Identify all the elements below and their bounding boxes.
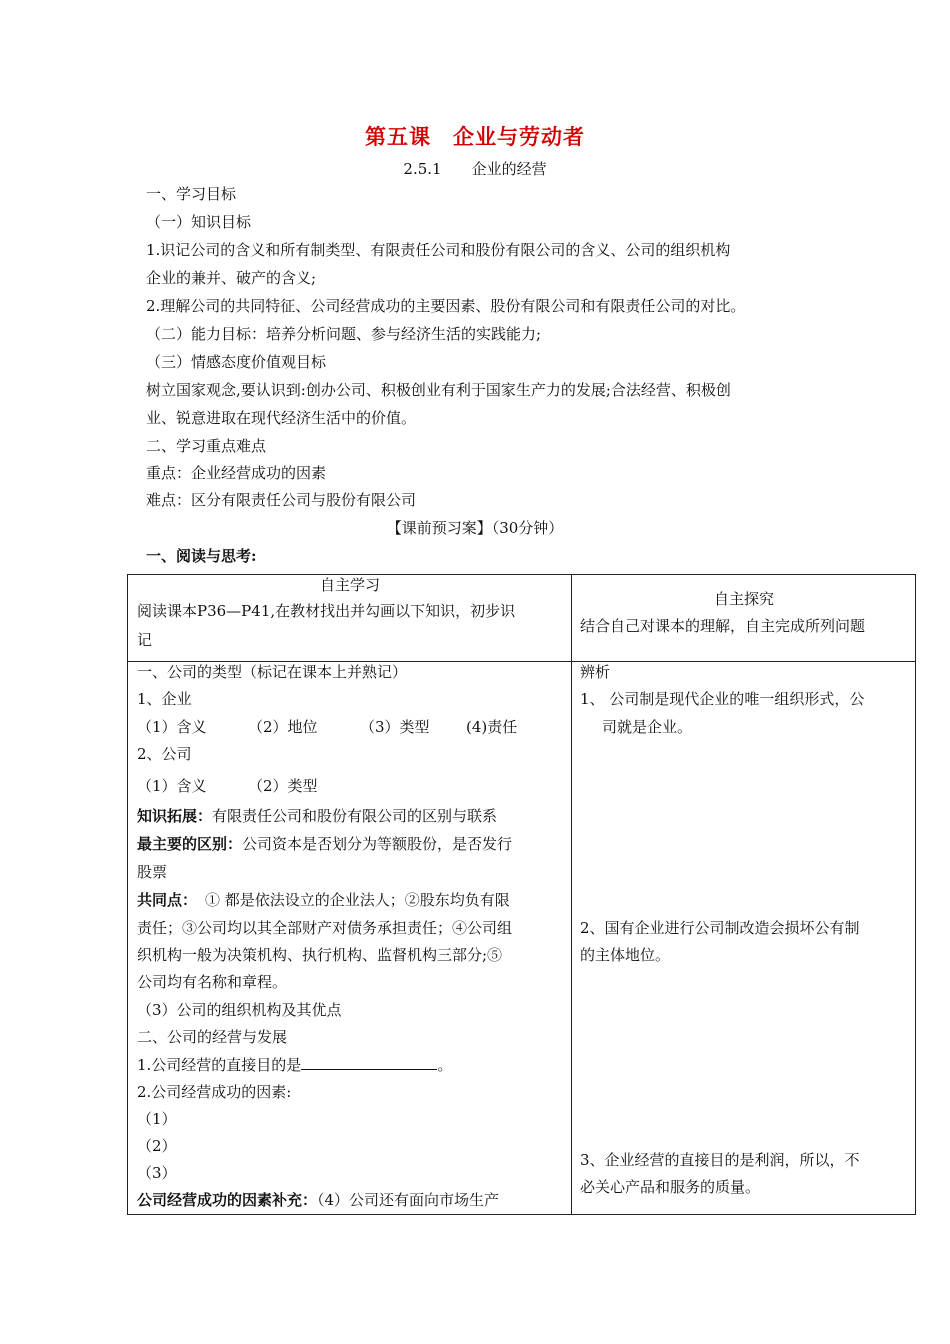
left-line: 2.公司经营成功的因素: [137, 1083, 292, 1101]
section-subtitle: 2.5.1 企业的经营 [403, 160, 547, 178]
right-line: 辨析 [580, 663, 611, 681]
intro-line: 一、学习目标 [146, 185, 237, 203]
common-label: 共同点： [137, 891, 198, 909]
right-line: 司就是企业。 [602, 718, 693, 736]
left-line: （3） [137, 1164, 177, 1182]
supp-label: 公司经营成功的因素补充： [137, 1191, 318, 1209]
left-line: （2） [137, 1137, 177, 1155]
left-line [137, 1190, 499, 1210]
left-line: 公司均有名称和章程。 [137, 973, 288, 991]
right-header-cell [572, 575, 916, 662]
left-line: （1） [137, 1110, 177, 1128]
left-line: (4)责任 [466, 718, 518, 736]
left-line: （1）含义 [137, 718, 207, 736]
diff-text: 公司资本是否划分为等额股份，是否发行 [242, 835, 513, 853]
ext-text: 有限责任公司和股份有限公司的区别与联系 [212, 807, 498, 825]
right-line: 2、国有企业进行公司制改造会损坏公有制 [580, 919, 860, 937]
left-line: （3）公司的组织机构及其优点 [137, 1001, 342, 1019]
intro-line: 难点：区分有限责任公司与股份有限公司 [146, 491, 417, 509]
left-line [137, 1055, 452, 1075]
answer-blank [301, 1055, 437, 1070]
right-line: 必关心产品和服务的质量。 [580, 1178, 761, 1196]
left-header-line: 阅读课本P36—P41,在教材找出并勾画以下知识，初步识 [137, 602, 516, 620]
left-line [137, 834, 512, 854]
intro-line: 1.识记公司的含义和所有制类型、有限责任公司和股份有限公司的含义、公司的组织机构 [146, 241, 731, 259]
intro-line: （一）知识目标 [146, 213, 252, 231]
left-line: （3）类型 [360, 718, 430, 736]
left-line: 二、公司的经营与发展 [137, 1028, 288, 1046]
left-line: （1）含义 [137, 777, 207, 795]
right-header-title: 自主探究 [713, 590, 774, 608]
intro-line: 树立国家观念,要认识到:创办公司、积极创业有利于国家生产力的发展;合法经营、积极创 [146, 381, 731, 399]
right-line: 3、企业经营的直接目的是利润，所以，不 [580, 1151, 860, 1169]
right-header-line: 结合自己对课本的理解，自主完成所列问题 [580, 617, 866, 635]
left-line: （2）类型 [248, 777, 318, 795]
left-line [137, 806, 497, 826]
left-line: 2、公司 [137, 745, 192, 763]
right-content-cell [572, 662, 916, 1215]
ext-label: 知识拓展： [137, 807, 213, 825]
section-heading: 一、阅读与思考: [146, 547, 257, 565]
left-header-title: 自主学习 [319, 576, 380, 594]
intro-line: （三）情感态度价值观目标 [146, 353, 327, 371]
common-text: ① 都是依法设立的企业法人；②股东均负有限 [205, 891, 510, 909]
left-line: 1、企业 [137, 690, 192, 708]
intro-line: 企业的兼并、破产的含义; [146, 269, 317, 287]
intro-line: 重点：企业经营成功的因素 [146, 464, 327, 482]
right-line: 的主体地位。 [580, 946, 671, 964]
preview-heading: 【课前预习案】（30分钟） [386, 519, 564, 537]
study-table [127, 574, 916, 1215]
right-line: 1、 公司制是现代企业的唯一组织形式，公 [580, 690, 865, 708]
left-header-cell [128, 575, 572, 662]
intro-line: （二）能力目标：培养分析问题、参与经济生活的实践能力; [146, 325, 542, 343]
intro-line: 2.理解公司的共同特征、公司经营成功的主要因素、股份有限公司和有限责任公司的对比。 [146, 297, 746, 315]
left-line: 织机构一般为决策机构、执行机构、监督机构三部分;⑤ [137, 946, 503, 964]
diff-label: 最主要的区别： [137, 835, 243, 853]
left-line: 一、公司的类型（标记在课本上并熟记） [137, 663, 408, 681]
left-line: 责任；③公司均以其全部财产对债务承担责任；④公司组 [137, 919, 513, 937]
left-content-cell [128, 662, 572, 1215]
op1-text: 1.公司经营的直接目的是 [137, 1056, 302, 1074]
left-line [137, 890, 510, 910]
intro-line: 二、学习重点难点 [146, 437, 267, 455]
left-line: （2）地位 [248, 718, 318, 736]
lesson-title: 第五课 企业与劳动者 [365, 124, 585, 149]
left-line: 股票 [137, 863, 168, 881]
supp-text: （4）公司还有面向市场生产 [317, 1191, 500, 1209]
op1-end: 。 [437, 1056, 453, 1074]
intro-line: 业、锐意进取在现代经济生活中的价值。 [146, 409, 417, 427]
left-header-line: 记 [137, 631, 153, 649]
